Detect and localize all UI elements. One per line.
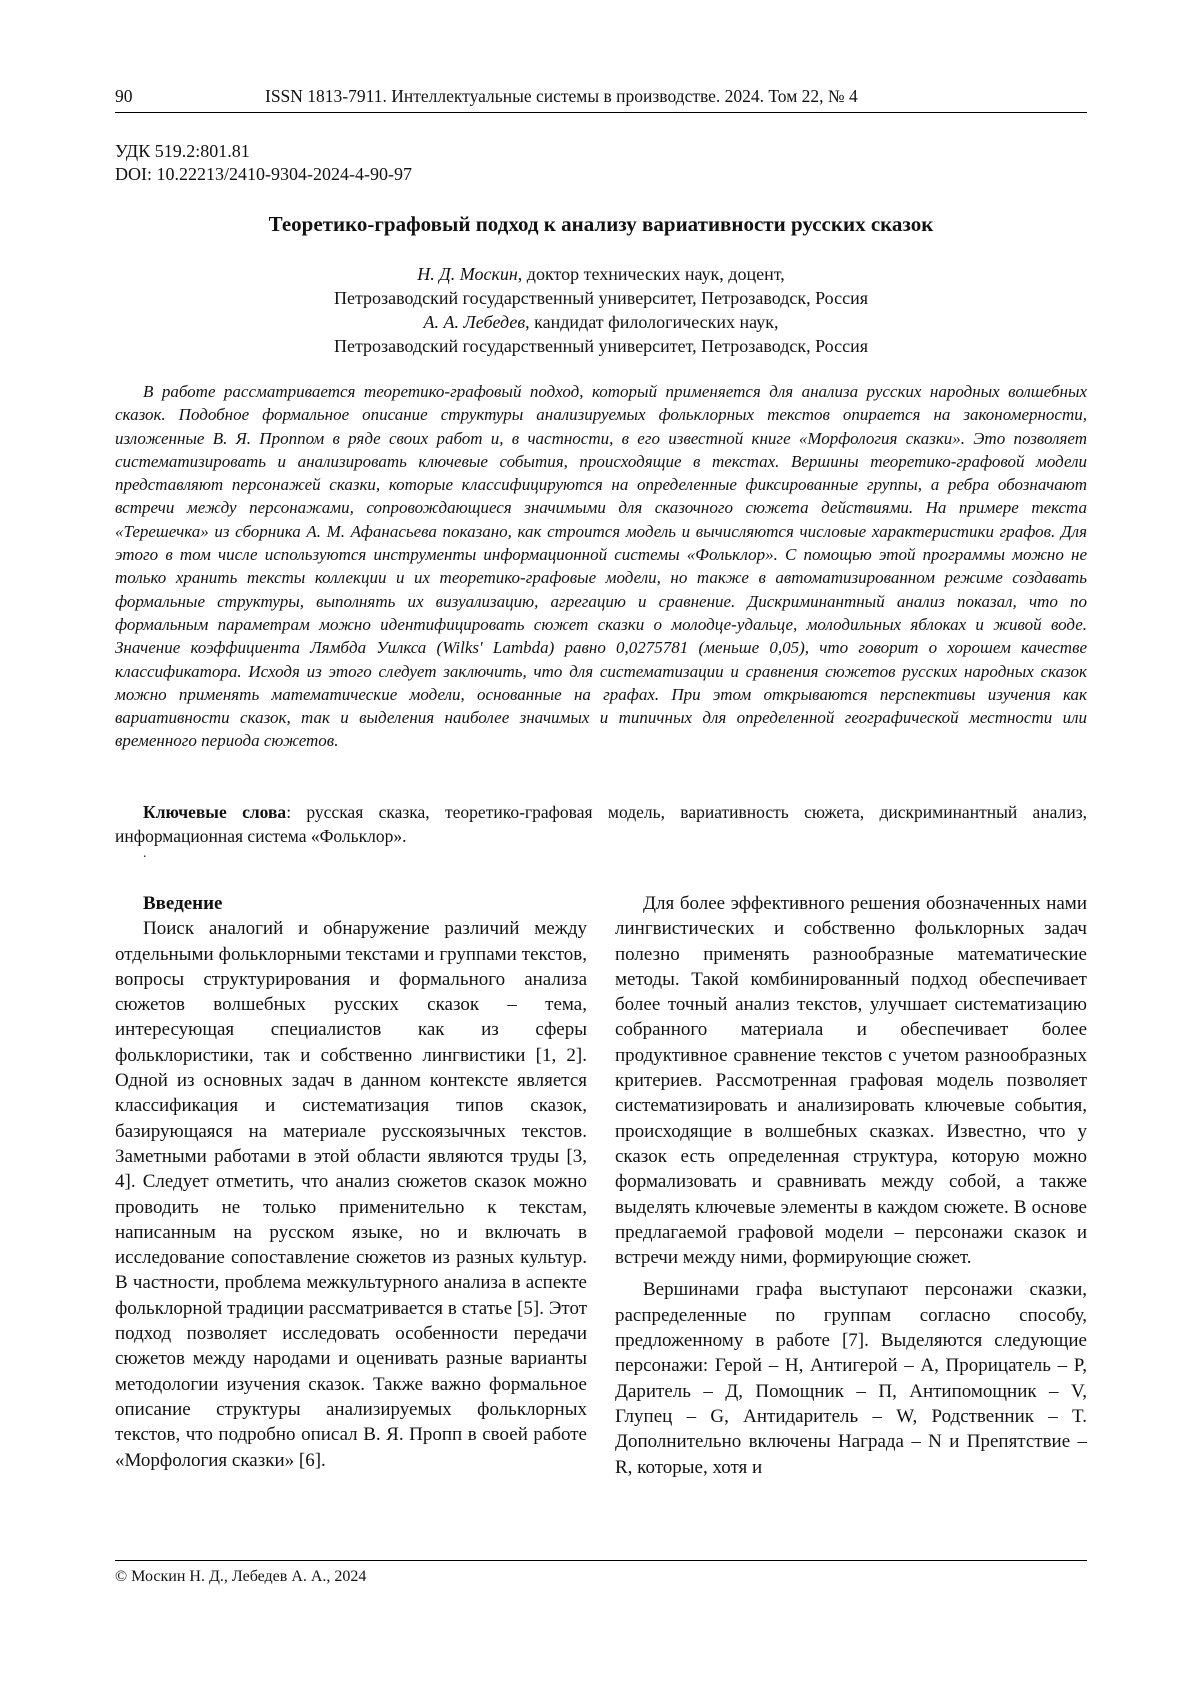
- left-column: [115, 891, 587, 1473]
- stray-dot: .: [143, 846, 147, 861]
- body-paragraph: Поиск аналогий и обнаружение различий между отдельными фольклорными текстами и группами текстов, вопросы структурирования и формального анализа сюжетов волшебных русских сказок – тема, интересующая специалистов как из сферы фольклористики, так и собственно лингвистики [1, 2]. Одной из основных задач в данном контексте является классификация и систематизация типов сказок, базирующаяся на материале русскоязычных текстов. Заметными работами в этой области являются труды [3, 4]. Следует отметить, что анализ сюжетов сказок можно проводить не только применительно к текстам, написанным на русском языке, но и включать в исследование сопоставление сюжетов из разных культур. В частности, проблема межкультурного анализа в аспекте фольклорной традиции рассматривается в статье [5]. Этот подход позволяет исследовать особенности передачи сюжетов между народами и оценивать разные варианты методологии изучения сказок. Также важно формальное описание структуры анализируемых фольклорных текстов, что подробно описал В. Я. Пропп в своей работе «Морфология сказки» [6].: [115, 918, 587, 1471]
- page-number: 90: [115, 86, 133, 106]
- author-credentials: , кандидат филологических наук,: [525, 312, 779, 332]
- right-column: [615, 891, 1087, 1480]
- author-name: А. А. Лебедев: [423, 312, 526, 332]
- body-paragraph: Вершинами графа выступают персонажи сказки, распределенные по группам согласно способу, предложенному в работе [7]. Выделяются следующие персонажи: Герой – H, Антигерой – A, Прорицатель – P, Даритель – Д, Помощник – П, Антипомощник – V, Глупец – G, Антидаритель – W, Родственник – T. Дополнительно включены Награда – N и Препятствие – R, которые, хотя и: [615, 1279, 1087, 1478]
- abstract-text: В работе рассматривается теоретико-графовый подход, который применяется для анализа русских народных волшебных сказок. Подобное формальное описание структуры анализируемых фольклорных текстов опирается на закономерности, изложенные В. Я. Проппом в ряде своих работ и, в частности, в его известной книге «Морфология сказки». Это позволяет систематизировать и анализировать ключевые события, происходящие в текстах. Вершины теоретико-графовой модели представляют персонажей сказки, которые классифицируются на определенные фиксированные группы, а ребра обозначают встречи между персонажами, сопровождающиеся значимыми для сказочного сюжета действиями. На примере текста «Терешечка» из сборника А. М. Афанасьева показано, как строится модель и вычисляются числовые характеристики графов. Для этого в том числе используются инструменты информационной системы «Фольклор». С помощью этой программы можно не только хранить тексты коллекции и их теоретико-графовые модели, но также в автоматизированном режиме создавать формальные структуры, выполнять их визуализацию, агрегацию и сравнение. Дискриминантный анализ показал, что по формальным параметрам можно идентифицировать сюжет сказки о молодце-удальце, молодильных яблоках и живой воде. Значение коэффициента Лямбда Уилкса (Wilks' Lambda) равно 0,0275781 (меньше 0,05), что говорит о хорошем качестве классификатора. Исходя из этого следует заключить, что для систематизации и сравнения сюжетов русских народных сказок можно применять математические модели, основанные на графах. При этом открываются перспективы изучения как вариативности сказок, так и выделения наиболее значимых и типичных для определенной географической местности или временного периода сюжетов.: [115, 382, 1087, 751]
- author-block: [115, 262, 1087, 358]
- author-line: [115, 310, 1087, 334]
- keywords-paragraph: [115, 800, 1087, 848]
- keywords: [115, 800, 1087, 848]
- author-name: Н. Д. Москин: [417, 264, 518, 284]
- section-heading: Введение: [143, 893, 223, 914]
- author-credentials: , доктор технических наук, доцент,: [517, 264, 785, 284]
- author-affiliation: Петрозаводский государственный университет, Петрозаводск, Россия: [333, 336, 869, 356]
- paper-title: Теоретико-графовый подход к анализу вариативности русских сказок: [268, 212, 934, 236]
- journal-title: ISSN 1813-7911. Интеллектуальные системы в производстве. 2024. Том 22, № 4: [265, 86, 858, 106]
- doi: DOI: 10.22213/2410-9304-2024-4-90-97: [115, 164, 412, 184]
- body-paragraph: Для более эффективного решения обозначенных нами лингвистических и собственно фольклорных задач полезно применять разнообразные математические методы. Такой комбинированный подход обеспечивает более точный анализ текстов, улучшает систематизацию собранного материала и обеспечивает более продуктивное сравнение текстов с учетом разнообразных критериев. Рассмотренная графовая модель позволяет систематизировать и анализировать ключевые события, происходящие в волшебных сказках. Известно, что у сказок есть определенная структура, которую можно формализовать и сравнивать между собой, а также выделять ключевые элементы в каждом сюжете. В основе предлагаемой графовой модели – персонажи сказок и встречи между ними, формирующие сюжет.: [615, 893, 1087, 1269]
- footer-divider: [115, 1560, 1087, 1561]
- author-affiliation: Петрозаводский государственный университет, Петрозаводск, Россия: [333, 288, 869, 308]
- keywords-text: : русская сказка, теоретико-графовая модель, вариативность сюжета, дискриминантный анализ, информационная система «Фольклор».: [115, 802, 1087, 846]
- running-header: [115, 86, 1087, 113]
- keywords-label: Ключевые слова: [143, 802, 287, 822]
- copyright-footer: © Москин Н. Д., Лебедев А. А., 2024: [115, 1568, 367, 1585]
- abstract: [115, 380, 1087, 753]
- author-line: [115, 262, 1087, 286]
- udc-code: УДК 519.2:801.81: [115, 141, 250, 161]
